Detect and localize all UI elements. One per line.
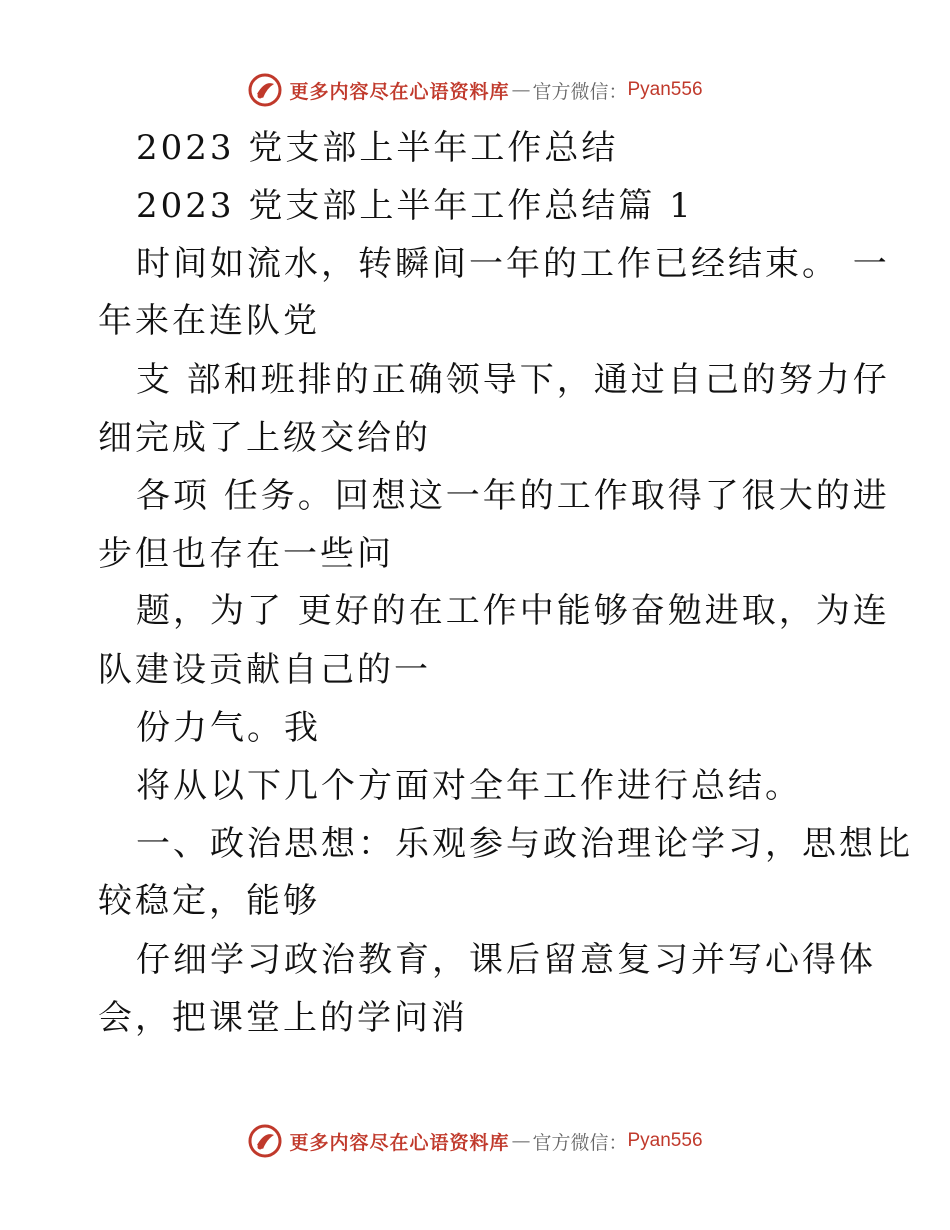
paragraph-line: 题，为了 更好的在工作中能够奋勉进取，为连: [136, 591, 890, 631]
watermark-wechat-id: Pyan556: [627, 79, 703, 100]
paragraph-line: 时间如流水，转瞬间一年的工作已经结束。 一: [136, 244, 890, 284]
watermark-dash: —: [511, 1130, 531, 1152]
watermark-wechat-label: 官方微信：: [532, 80, 628, 103]
document-title: 2023 党支部上半年工作总结: [136, 128, 619, 168]
document-subtitle: 2023 党支部上半年工作总结篇 1: [136, 186, 694, 226]
paragraph-line: 会，把课堂上的学问消: [98, 998, 468, 1038]
watermark-brand-text: 更多内容尽在心语资料库: [289, 80, 510, 103]
paragraph-line: 年来在连队党: [98, 301, 320, 341]
header-watermark: [0, 72, 950, 108]
footer-watermark: [0, 1123, 950, 1159]
watermark-wechat-id: Pyan556: [627, 1130, 703, 1151]
paragraph-line: 步但也存在一些问: [98, 534, 394, 574]
brand-logo-icon: [247, 1123, 283, 1159]
watermark-dash: —: [511, 79, 531, 101]
brand-logo-icon: [247, 72, 283, 108]
paragraph-line: 细完成了上级交给的: [98, 418, 431, 458]
paragraph-line: 队建设贡献自己的一: [98, 650, 431, 690]
paragraph-line: 份力气。我: [136, 708, 321, 748]
paragraph-line: 将从以下几个方面对全年工作进行总结。: [136, 766, 802, 806]
watermark-brand-text: 更多内容尽在心语资料库: [289, 1131, 510, 1154]
paragraph-line: 各项 任务。回想这一年的工作取得了很大的进: [136, 476, 890, 516]
paragraph-line: 仔细学习政治教育，课后留意复习并写心得体: [136, 940, 876, 980]
watermark-wechat-label: 官方微信：: [532, 1131, 628, 1154]
paragraph-line: 较稳定，能够: [98, 881, 320, 921]
paragraph-line: 支 部和班排的正确领导下，通过自己的努力仔: [136, 360, 890, 400]
paragraph-line: 一、政治思想：乐观参与政治理论学习，思想比: [136, 824, 913, 864]
